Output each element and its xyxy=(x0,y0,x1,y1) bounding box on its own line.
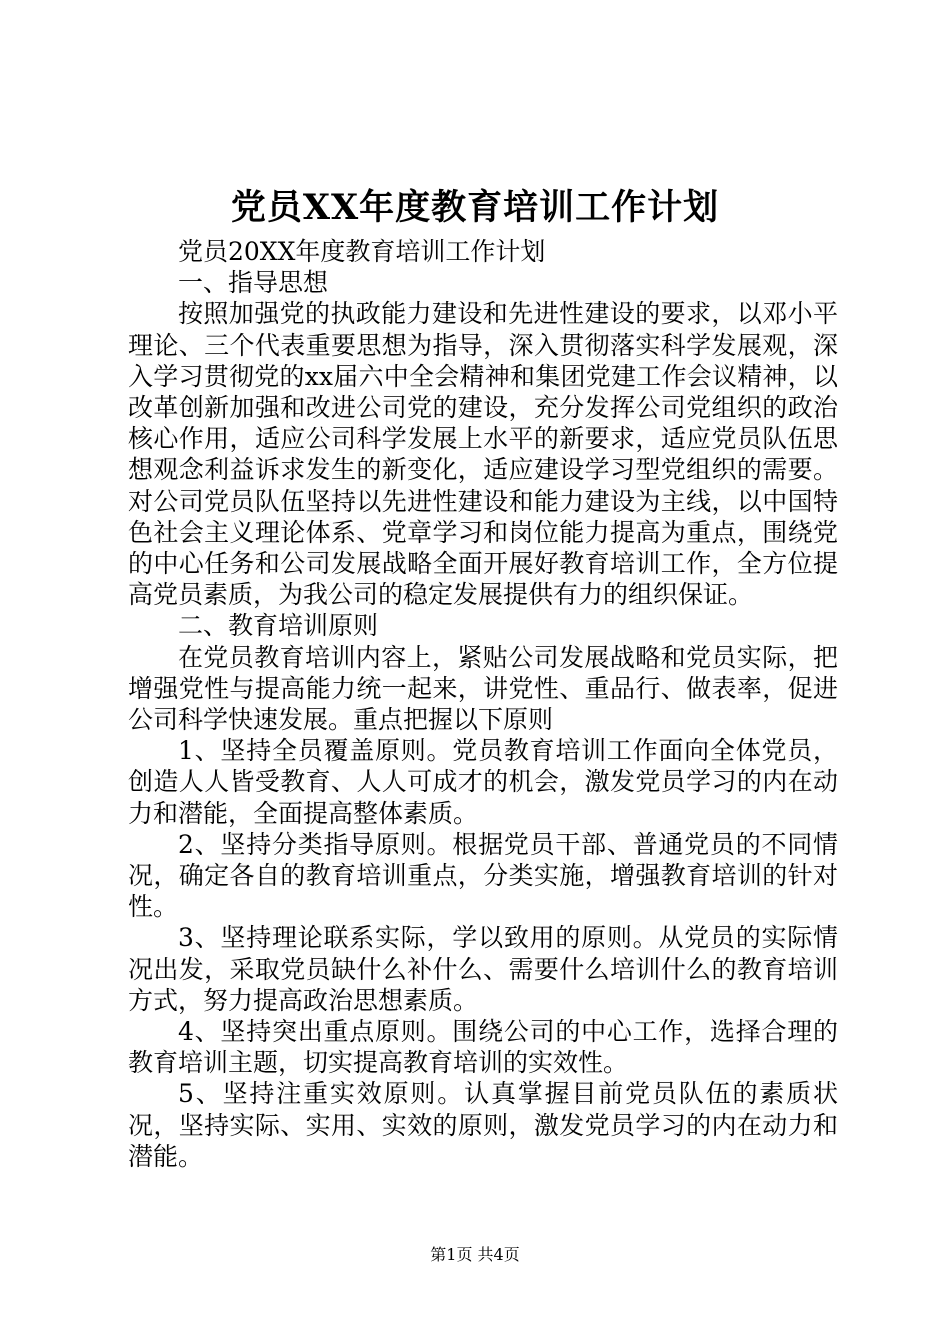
principle-paragraph: 1、坚持全员覆盖原则。党员教育培训工作面向全体党员，创造人人皆受教育、人人可成才的机会，激发党员学习的内在动力和潜能，全面提高整体素质。 xyxy=(128,736,838,828)
subtitle-paragraph: 党员20XX年度教育培训工作计划 xyxy=(178,237,546,266)
principle-paragraph: 4、坚持突出重点原则。围绕公司的中心工作，选择合理的教育培训主题，切实提高教育培训的实效性。 xyxy=(128,1017,838,1078)
body-paragraph: 按照加强党的执政能力建设和先进性建设的要求，以邓小平理论、三个代表重要思想为指导，深入贯彻落实科学发展观，深入学习贯彻党的xx届六中全会精神和集团党建工作会议精神，以改革创新加强和改进公司党的建设，充分发挥公司党组织的政治核心作用，适应公司科学发展上水平的新要求，适应党员队伍思想观念利益诉求发生的新变化，适应建设学习型党组织的需要。对公司党员队伍坚持以先进性建设和能力建设为主线，以中国特色社会主义理论体系、党章学习和岗位能力提高为重点，围绕党的中心任务和公司发展战略全面开展好教育培训工作，全方位提高党员素质，为我公司的稳定发展提供有力的组织保证。 xyxy=(128,299,838,610)
principle-paragraph: 3、坚持理论联系实际，学以致用的原则。从党员的实际情况出发，采取党员缺什么补什么、需要什么培训什么的教育培训方式，努力提高政治思想素质。 xyxy=(128,923,838,1015)
body-paragraph: 在党员教育培训内容上，紧贴公司发展战略和党员实际，把增强党性与提高能力统一起来，讲党性、重品行、做表率，促进公司科学快速发展。重点把握以下原则 xyxy=(128,642,838,735)
principle-paragraph: 2、坚持分类指导原则。根据党员干部、普通党员的不同情况，确定各自的教育培训重点，分类实施，增强教育培训的针对性。 xyxy=(128,829,838,922)
section-heading-training-principles: 二、教育培训原则 xyxy=(178,611,379,641)
section-heading-guiding-ideology: 一、指导思想 xyxy=(178,268,329,298)
document-title: 党员XX年度教育培训工作计划 xyxy=(230,187,720,228)
document-body xyxy=(128,236,838,1172)
page-number-footer: 第1页 共4页 xyxy=(430,1245,520,1264)
principle-paragraph: 5、坚持注重实效原则。认真掌握目前党员队伍的素质状况，坚持实际、实用、实效的原则，激发党员学习的内在动力和潜能。 xyxy=(128,1079,838,1171)
